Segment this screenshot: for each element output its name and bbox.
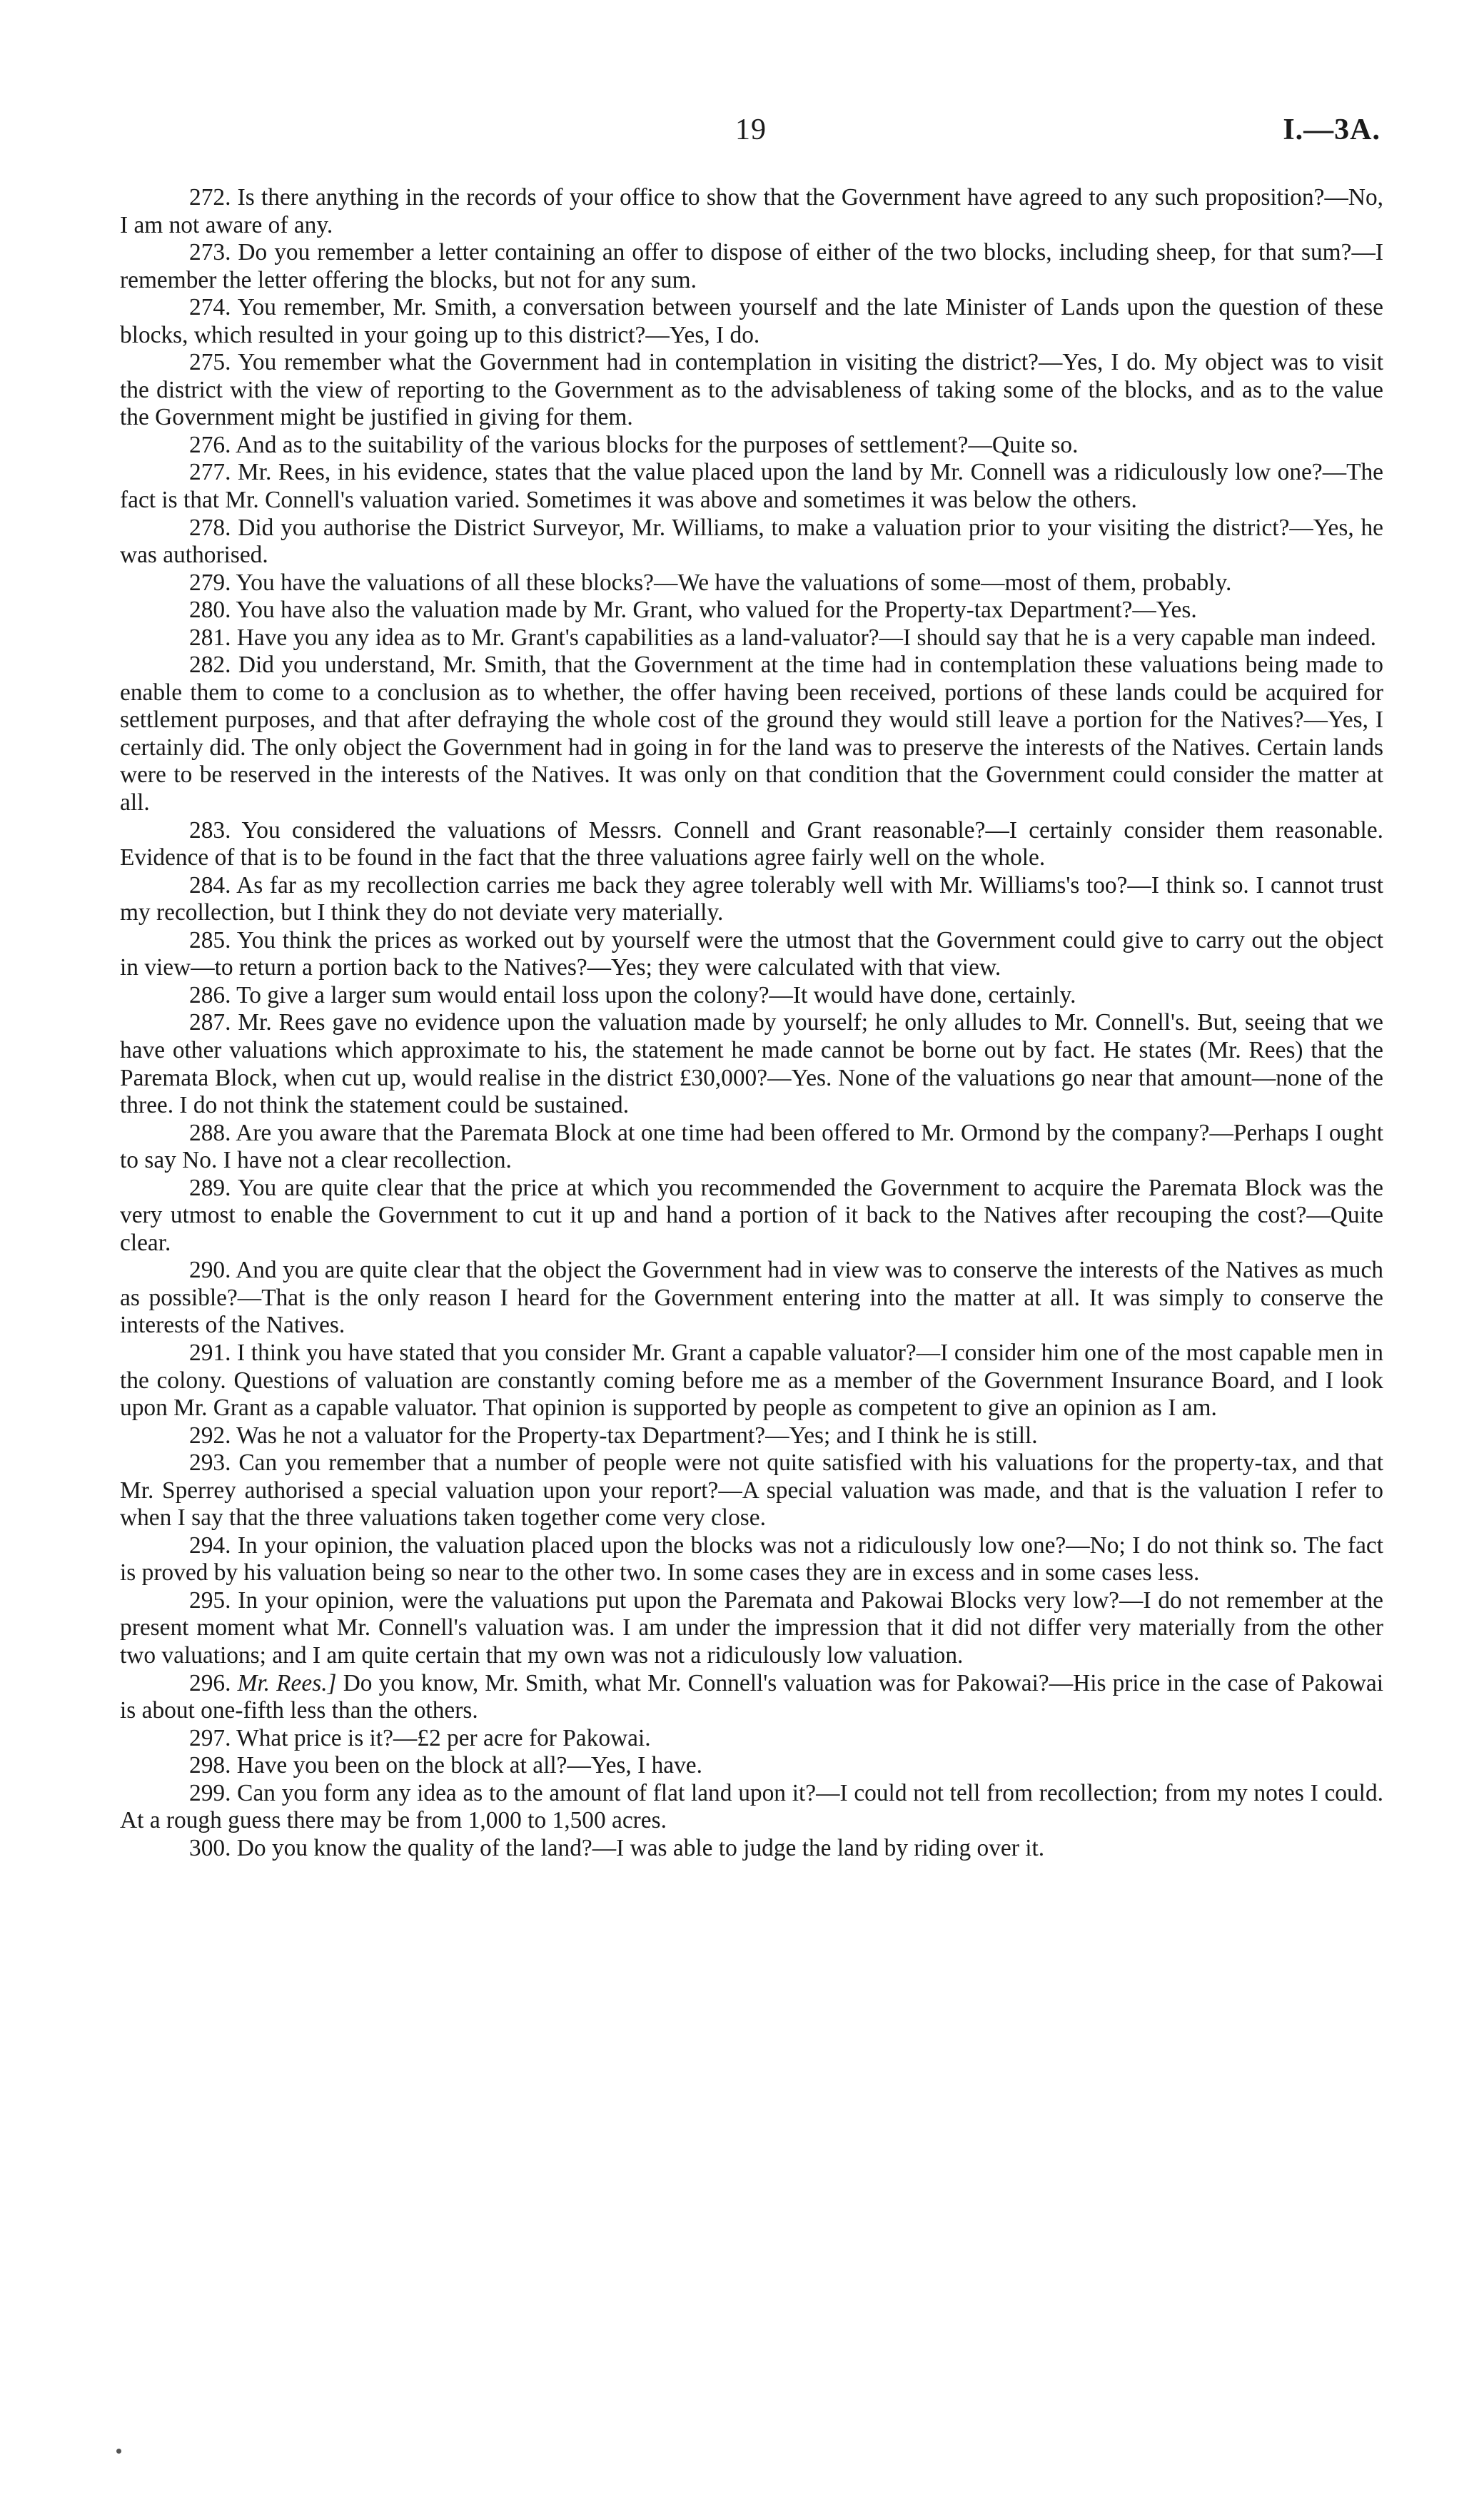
question-279: 279. You have the valuations of all these blocks?—We have the valuations of some—most of them, probably. [189,569,1232,596]
question-295: 295. In your opinion, were the valuations put upon the Paremata and Pakowai Blocks very low?—I do not remember at the present moment what Mr. Connell's valuation was. I am under the impression that it did not differ very materially from the other two valuations; and I am quite certain that my own was not a ridiculously low valuation. [120,1587,1383,1669]
evidence-transcript [120,184,1383,1862]
question-294: 294. In your opinion, the valuation placed upon the blocks was not a ridiculously low one?—No; I do not think so. The fact is proved by his valuation being so near to the other two. In some cases they are in excess and in some cases less. [120,1532,1383,1587]
question-292: 292. Was he not a valuator for the Property-tax Department?—Yes; and I think he is still. [189,1422,1038,1449]
speaker-label: Mr. Rees.] [237,1669,337,1696]
question-278: 278. Did you authorise the District Surveyor, Mr. Williams, to make a valuation prior to your visiting the district?—Yes, he was authorised. [120,514,1383,569]
question-282: 282. Did you understand, Mr. Smith, that the Government at the time had in contemplation these valuations being made to enable them to come to a conclusion as to whether, the offer having been received, portions of these lands could be acquired for settlement purposes, and that after defraying the whole cost of the ground they would still leave a portion for the Natives?—Yes, I certainly did. The only object the Government had in going in for the land was to preserve the interests of the Natives. Certain lands were to be reserved in the interests of the Natives. It was only on that condition that the Government could consider the matter at all. [120,652,1383,816]
question-272: 272. Is there anything in the records of your office to show that the Government have agreed to any such proposition?—No, I am not aware of any. [120,184,1383,238]
page-speck [116,2449,121,2454]
question-273: 273. Do you remember a letter containing an offer to dispose of either of the two blocks, including sheep, for that sum?—I remember the letter offering the blocks, but not for any sum. [120,239,1383,293]
question-283: 283. You considered the valuations of Messrs. Connell and Grant reasonable?—I certainly consider them reasonable. Evidence of that is to be found in the fact that the three valuations agree fairly well on the whole. [120,816,1383,871]
question-284: 284. As far as my recollection carries me back they agree tolerably well with Mr. Williams's too?—I think so. I cannot trust my recollection, but I think they do not deviate very materially. [120,871,1383,926]
question-298: 298. Have you been on the block at all?—Yes, I have. [189,1752,702,1779]
question-297: 297. What price is it?—£2 per acre for Pakowai. [189,1724,651,1751]
question-281: 281. Have you any idea as to Mr. Grant's capabilities as a land-valuator?—I should say that he is a very capable man indeed. [189,624,1376,651]
question-274: 274. You remember, Mr. Smith, a conversation between yourself and the late Minister of Lands upon the question of these blocks, which resulted in your going up to this district?—Yes, I do. [120,294,1383,348]
question-276: 276. And as to the suitability of the various blocks for the purposes of settlement?—Quite so. [189,431,1079,458]
question-290: 290. And you are quite clear that the object the Government had in view was to conserve the interests of the Natives as much as possible?—That is the only reason I heard for the Government entering into the matter at all. It was simply to conserve the interests of the Natives. [120,1257,1383,1339]
question-275: 275. You remember what the Government had in contemplation in visiting the district?—Yes, I do. My object was to visit the district with the view of reporting to the Government as to the advisableness of taking some of the blocks, and as to the value the Government might be justified in giving for them. [120,349,1383,431]
question-text: Do you know, Mr. Smith, what Mr. Connell's valuation was for Pakowai?—His price in the case of Pakowai is about one-fifth less than the others. [120,1669,1384,1724]
page-header [0,113,1484,156]
question-285: 285. You think the prices as worked out by yourself were the utmost that the Government could give to carry out the object in view—to return a portion back to the Natives?—Yes; they were calculated with that view. [120,926,1383,981]
question-289: 289. You are quite clear that the price at which you recommended the Government to acquire the Paremata Block was the very utmost to enable the Government to cut it up and hand a portion of it back to the Natives after recouping the cost?—Quite clear. [120,1174,1383,1256]
question-288: 288. Are you aware that the Paremata Block at one time had been offered to Mr. Ormond by the company?—Perhaps I ought to say No. I have not a clear recollection. [120,1119,1383,1174]
question-291: 291. I think you have stated that you consider Mr. Grant a capable valuator?—I consider him one of the most capable men in the colony. Questions of valuation are constantly coming before me as a member of the Government Insurance Board, and I look upon Mr. Grant as a capable valuator. That opinion is supported by people as competent to give an opinion as I am. [120,1339,1383,1422]
question-277: 277. Mr. Rees, in his evidence, states that the value placed upon the land by Mr. Connell was a ridiculously low one?—The fact is that Mr. Connell's valuation varied. Sometimes it was above and sometimes it was below the others. [120,459,1383,514]
page-number: 19 [735,113,767,146]
question-296 [120,1670,1383,1725]
question-300: 300. Do you know the quality of the land?—I was able to judge the land by riding over it. [189,1834,1045,1861]
question-280: 280. You have also the valuation made by Mr. Grant, who valued for the Property-tax Department?—Yes. [189,597,1197,624]
question-286: 286. To give a larger sum would entail loss upon the colony?—It would have done, certainly. [189,981,1076,1008]
question-299: 299. Can you form any idea as to the amount of flat land upon it?—I could not tell from recollection; from my notes I could. At a rough guess there may be from 1,000 to 1,500 acres. [120,1779,1383,1834]
question-287: 287. Mr. Rees gave no evidence upon the valuation made by yourself; he only alludes to Mr. Connell's. But, seeing that we have other valuations which approximate to his, the statement he made cannot be borne out by fact. He states (Mr. Rees) that the Paremata Block, when cut up, would realise in the district £30,000?—Yes. None of the valuations go near that amount—none of the three. I do not think the statement could be sustained. [120,1009,1383,1119]
question-number: 296. [189,1669,231,1696]
question-293: 293. Can you remember that a number of people were not quite satisfied with his valuations for the property-tax, and that Mr. Sperrey authorised a special valuation upon your report?—A special valuation was made, and that is the valuation I refer to when I say that the three valuations taken together come very close. [120,1449,1383,1532]
document-reference: I.—3A. [1283,113,1380,146]
